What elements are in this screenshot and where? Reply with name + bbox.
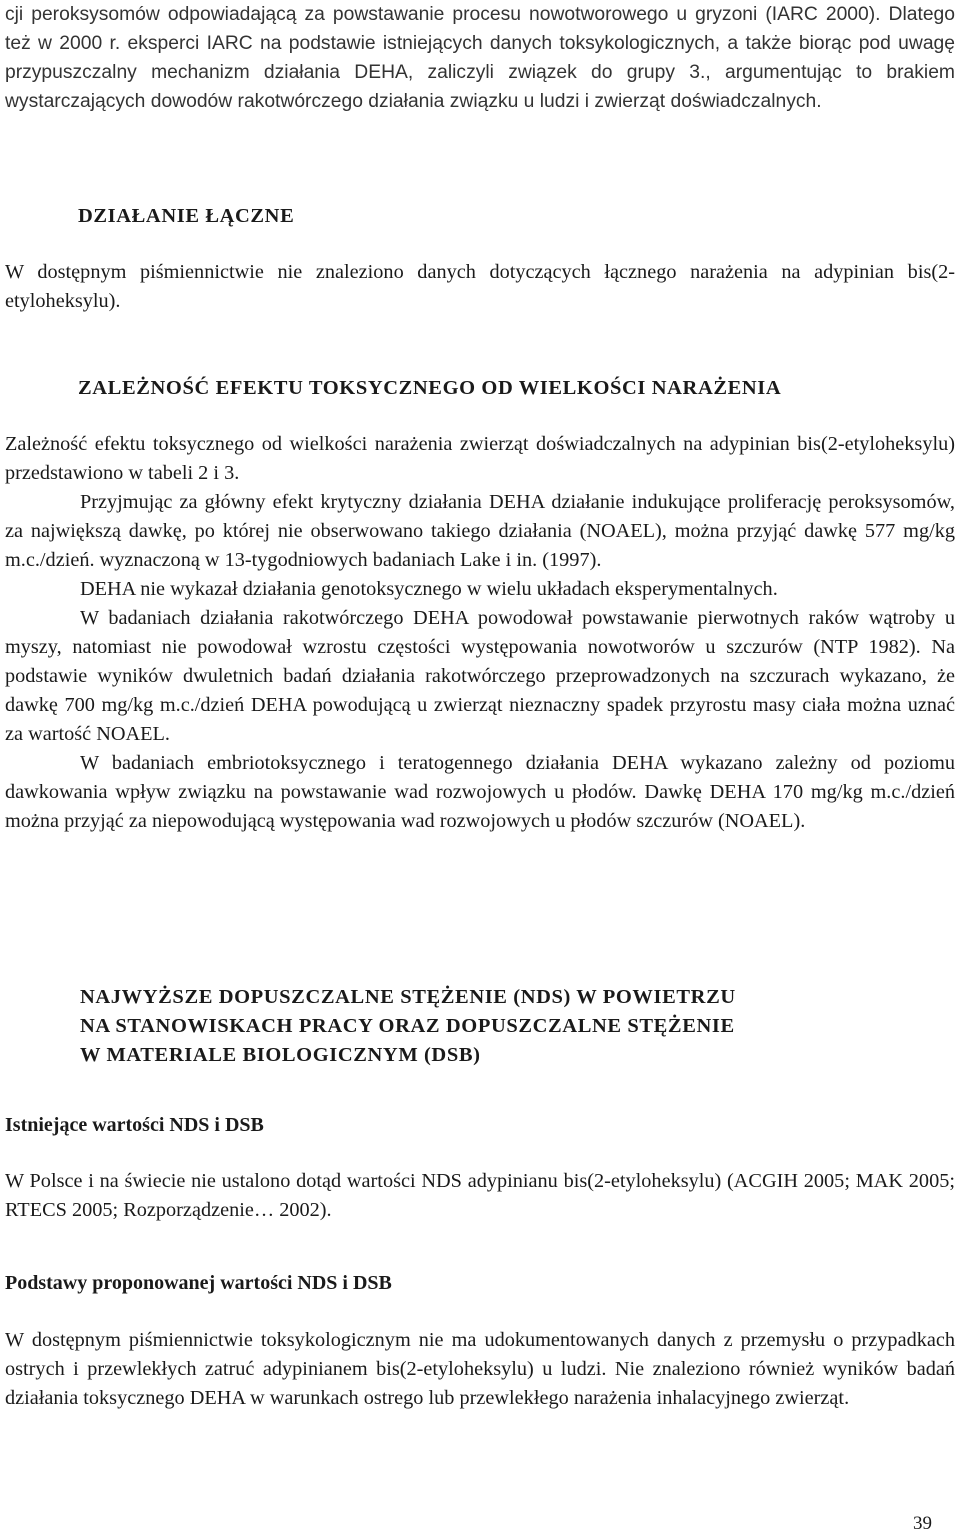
existing-values-paragraph: W Polsce i na świecie nie ustalono dotąd wartości NDS adypinianu bis(2-etyloheksylu) (ACGIH 2005; MAK 2005; RTECS 2005; Rozporządzenie… 2002). [5, 1170, 955, 1221]
section-heading-combined-action: DZIAŁANIE ŁĄCZNE [78, 205, 295, 227]
nds-heading-line-2: NA STANOWISKACH PRACY ORAZ DOPUSZCZALNE STĘŻENIE [80, 1015, 735, 1037]
dose-response-paragraph-5: W badaniach embriotoksycznego i teratogennego działania DEHA wykazano zależny od poziomu dawkowania wpływ związku na powstawanie wad rozwojowych u płodów. Dawkę DEHA 170 mg/kg m.c./dzień można przyjąć za niepowodującą występowania wad rozwojowych u płodów szczurów (NOAEL). [5, 752, 955, 832]
subheading-proposed-basis: Podstawy proponowanej wartości NDS i DSB [5, 1272, 392, 1294]
dose-response-body [5, 430, 955, 836]
section-heading-nds [80, 983, 736, 1070]
proposed-basis-paragraph: W dostępnym piśmiennictwie toksykologicznym nie ma udokumentowanych danych z przemysłu o przypadkach ostrych i przewlekłych zatruć adypinianem bis(2-etyloheksylu) u ludzi. Nie znaleziono również wyników badań działania toksycznego DEHA w warunkach ostrego lub przewlekłego narażenia inhalacyjnego zwierząt. [5, 1329, 955, 1409]
dose-response-paragraph-1: Zależność efektu toksycznego od wielkości narażenia zwierząt doświadczalnych na adypinian bis(2-etyloheksylu) przedstawiono w tabeli 2 i 3. [5, 433, 955, 484]
nds-heading-line-1: NAJWYŻSZE DOPUSZCZALNE STĘŻENIE (NDS) W POWIETRZU [80, 986, 736, 1008]
intro-paragraph: cji peroksysomów odpowiadającą za powstawanie procesu nowotworowego u gryzoni (IARC 2000). Dlatego też w 2000 r. eksperci IARC na podstawie istniejących danych toksykologicznych, a także biorąc pod uwagę przypuszczalny mechanizm działania DEHA, zaliczyli związek do grupy 3., argumentując to brakiem wystarczających dowodów rakotwórczego działania związku u ludzi i zwierząt doświadczalnych. [5, 4, 955, 112]
nds-heading-line-3: W MATERIALE BIOLOGICZNYM (DSB) [80, 1044, 481, 1066]
dose-response-paragraph-3: DEHA nie wykazał działania genotoksycznego w wielu układach eksperymentalnych. [80, 578, 778, 600]
page-number: 39 [913, 1513, 932, 1534]
section-heading-dose-response: ZALEŻNOŚĆ EFEKTU TOKSYCZNEGO OD WIELKOŚCI NARAŻENIA [78, 377, 782, 399]
combined-action-paragraph: W dostępnym piśmiennictwie nie znaleziono danych dotyczących łącznego narażenia na adypinian bis(2-etyloheksylu). [5, 261, 955, 312]
dose-response-paragraph-2: Przyjmując za główny efekt krytyczny działania DEHA działanie indukujące proliferację peroksysomów, za największą dawkę, po której nie obserwowano takiego działania (NOAEL), można przyjąć dawkę 577 mg/kg m.c./dzień. wyznaczoną w 13-tygodniowych badaniach Lake i in. (1997). [5, 491, 955, 571]
subheading-existing-values: Istniejące wartości NDS i DSB [5, 1114, 264, 1136]
dose-response-paragraph-4: W badaniach działania rakotwórczego DEHA powodował powstawanie pierwotnych raków wątroby u myszy, natomiast nie powodował wzrostu częstości występowania nowotworów u szczurów (NTP 1982). Na podstawie wyników dwuletnich badań działania rakotwórczego przeprowadzonych na szczurach wykazano, że dawkę 700 mg/kg m.c./dzień DEHA powodującą u zwierząt nieznaczny spadek przyrostu masy ciała można uznać za wartość NOAEL. [5, 607, 955, 745]
